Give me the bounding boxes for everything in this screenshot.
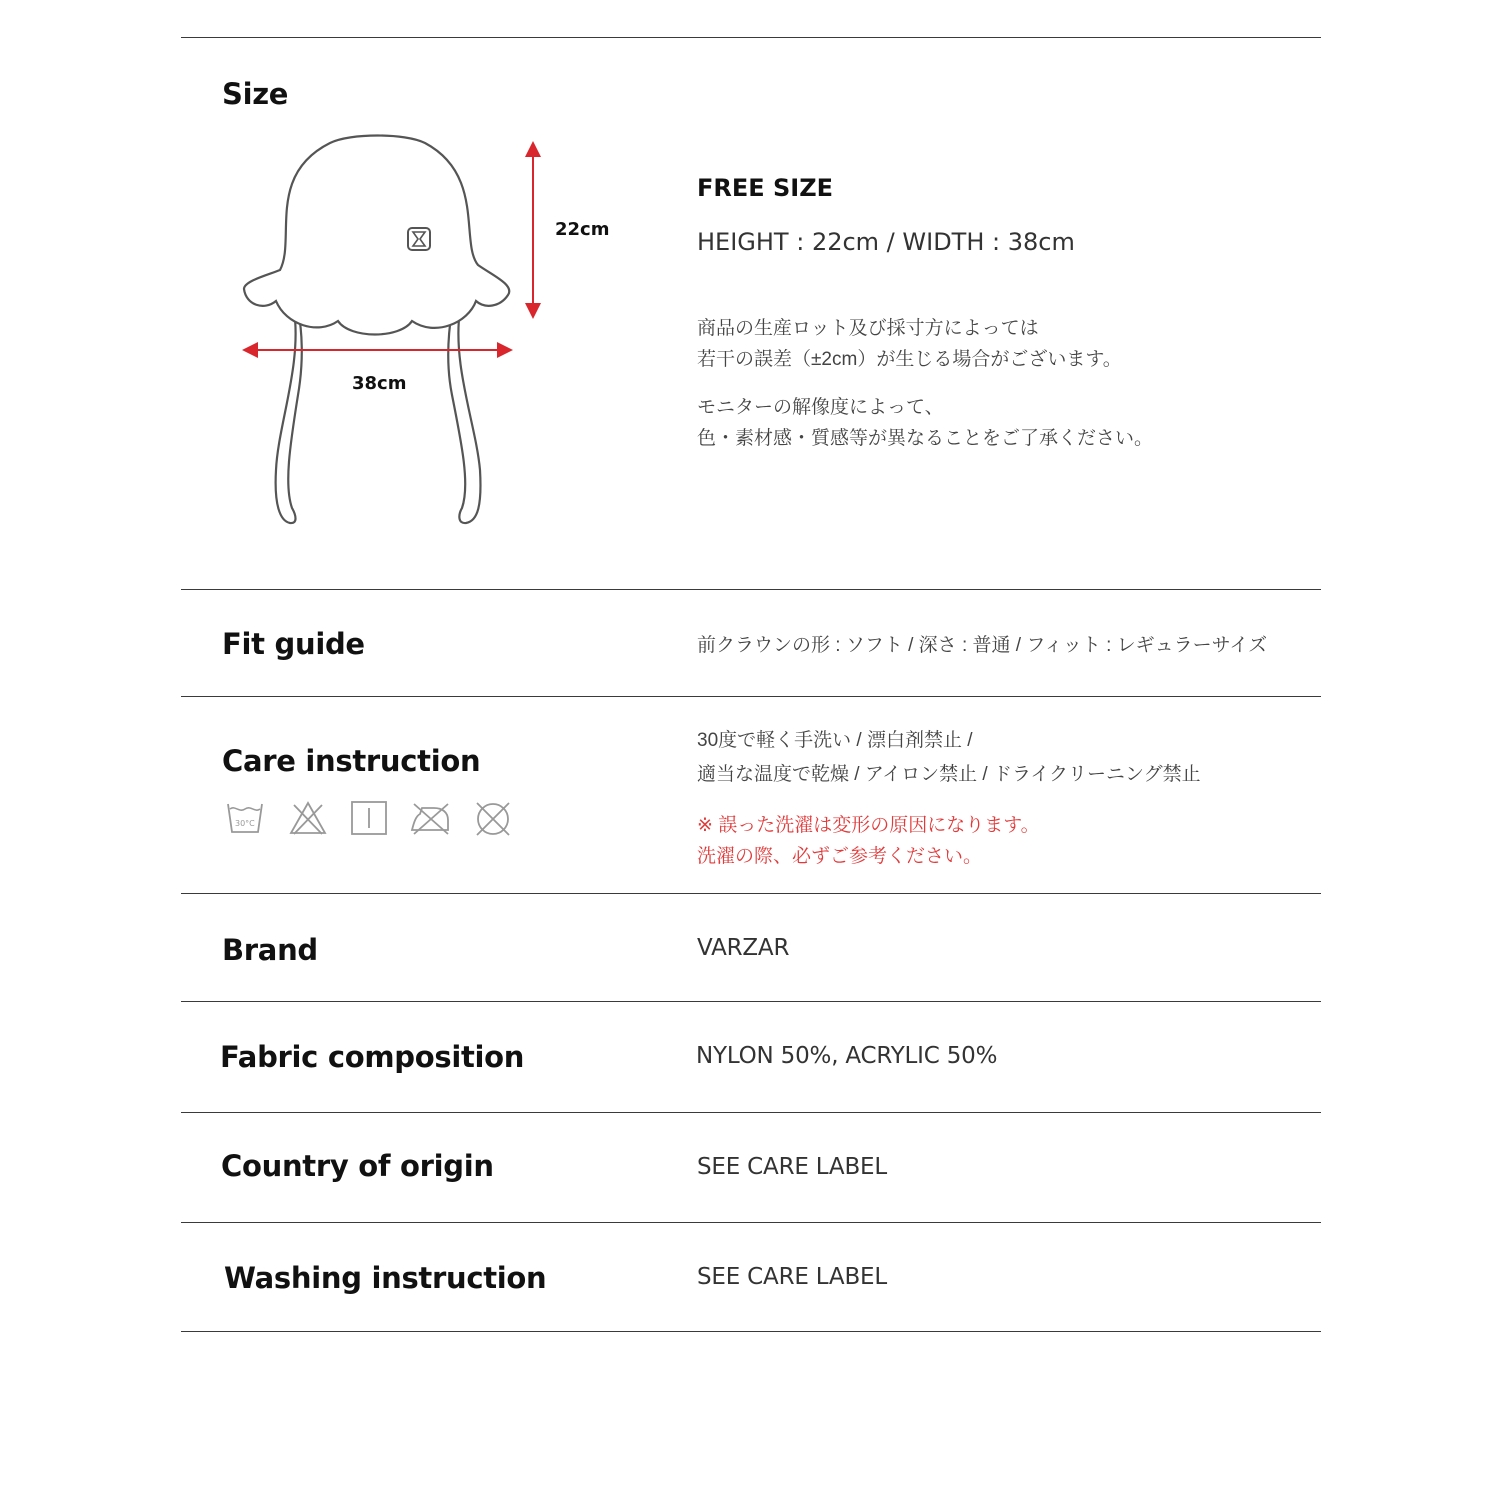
washing-value: SEE CARE LABEL [697, 1264, 887, 1290]
care-warning: ※ 誤った洗濯は変形の原因になります。 洗濯の際、必ずご参考ください。 [697, 815, 1040, 867]
no-iron-icon [408, 800, 452, 836]
fabric-heading: Fabric composition [220, 1040, 525, 1074]
origin-heading: Country of origin [221, 1149, 494, 1183]
fit-guide-value: 前クラウンの形 : ソフト / 深さ : 普通 / フィット : レギュラーサイズ [697, 635, 1268, 656]
washing-heading: Washing instruction [224, 1261, 547, 1295]
divider [181, 696, 1321, 697]
care-value: 30度で軽く手洗い / 漂白剤禁止 / 適当な温度で乾燥 / アイロン禁止 / ドライクリーニング禁止 [697, 730, 1201, 785]
size-heading: Size [222, 77, 289, 111]
divider [181, 1331, 1321, 1332]
divider [181, 1001, 1321, 1002]
no-dry-clean-icon [473, 800, 513, 838]
size-dimensions: HEIGHT : 22cm / WIDTH : 38cm [697, 228, 1075, 256]
care-heading: Care instruction [222, 744, 481, 778]
divider [181, 1112, 1321, 1113]
hat-size-diagram [230, 125, 630, 535]
hand-wash-30-icon [226, 800, 264, 836]
size-note-monitor: モニターの解像度によって、 色・素材感・質感等が異なることをご了承ください。 [697, 397, 1154, 449]
hat-tie-right [448, 310, 480, 523]
hat-outline [244, 136, 509, 335]
free-size-title: FREE SIZE [697, 174, 834, 202]
fit-guide-heading: Fit guide [222, 627, 365, 661]
width-label: 38cm [352, 373, 407, 394]
divider [181, 37, 1321, 38]
brand-value: VARZAR [697, 935, 790, 961]
tumble-dry-icon [350, 800, 388, 836]
height-label: 22cm [555, 219, 610, 240]
size-note-lot: 商品の生産ロット及び採寸方によっては 若干の誤差（±2cm）が生じる場合がございます。 [697, 318, 1122, 370]
hat-tie-left [276, 310, 302, 523]
no-bleach-icon [288, 800, 328, 836]
origin-value: SEE CARE LABEL [697, 1154, 887, 1180]
divider [181, 893, 1321, 894]
divider [181, 589, 1321, 590]
fabric-value: NYLON 50%, ACRYLIC 50% [696, 1043, 998, 1069]
svg-text:30°C: 30°C [235, 819, 255, 828]
brand-heading: Brand [222, 933, 318, 967]
divider [181, 1222, 1321, 1223]
